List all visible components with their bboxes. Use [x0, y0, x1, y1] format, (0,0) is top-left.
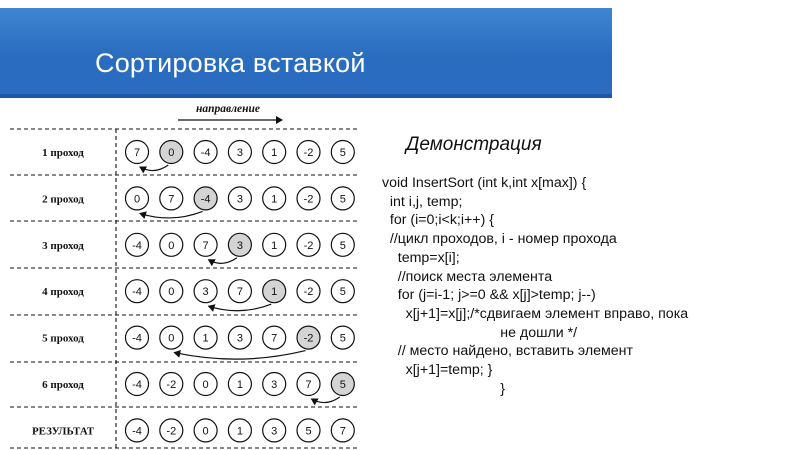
- code-line: void InsertSort (int k,int x[max]) {: [382, 175, 587, 191]
- element-value: -2: [166, 379, 177, 391]
- code-line: x[j+1]=x[j];/*сдвигаем элемент вправо, пока: [382, 305, 689, 322]
- element-value: -2: [166, 425, 177, 438]
- pass-label: РЕЗУЛЬТАТ: [31, 425, 95, 438]
- element-value: 3: [202, 286, 209, 299]
- element-value: -2: [303, 286, 314, 299]
- element-value: 1: [271, 286, 278, 299]
- element-value: 1: [271, 193, 278, 206]
- pass-label: 3 проход: [42, 239, 84, 252]
- code-line: for (j=i-1; j>=0 && x[j]>temp; j--): [382, 287, 596, 304]
- pass-label: 1 проход: [42, 147, 84, 159]
- element-value: 3: [236, 193, 243, 206]
- demo-title: Демонстрация: [406, 134, 542, 155]
- slide-title: Сортировка вставкой: [95, 48, 366, 78]
- code-line: // место найдено, вставить элемент: [382, 343, 633, 360]
- code-line: int i,j, temp;: [382, 193, 463, 210]
- code-listing: [382, 174, 688, 398]
- passes-table: [10, 129, 360, 448]
- element-value: -4: [132, 239, 142, 252]
- element-value: -2: [303, 147, 314, 159]
- element-value: 3: [271, 379, 278, 391]
- element-value: 7: [168, 193, 175, 206]
- code-line: не дошли */: [382, 324, 578, 341]
- code-line: //поиск места элемента: [382, 268, 553, 285]
- element-value: 1: [271, 239, 278, 252]
- pass-label: 5 проход: [42, 332, 84, 345]
- element-value: 7: [271, 332, 278, 345]
- insert-arrow: [209, 258, 237, 264]
- element-value: -4: [200, 147, 211, 159]
- element-value: 3: [236, 332, 243, 345]
- element-value: -2: [303, 239, 314, 252]
- element-value: 1: [202, 332, 209, 345]
- element-value: 7: [339, 425, 346, 438]
- element-value: 0: [168, 147, 175, 159]
- insert-arrow: [140, 165, 168, 171]
- code-line: }: [382, 380, 505, 397]
- element-value: 1: [236, 425, 243, 438]
- element-value: 3: [236, 239, 243, 252]
- pass-label: 4 проход: [42, 286, 84, 299]
- element-value: 5: [339, 379, 346, 391]
- element-value: 5: [339, 286, 346, 299]
- element-value: 0: [168, 286, 175, 299]
- element-value: 5: [339, 332, 346, 345]
- direction-label: направление: [195, 103, 261, 115]
- element-value: 0: [168, 239, 175, 252]
- code-line: //цикл проходов, i - номер прохода: [382, 231, 617, 248]
- element-value: 5: [339, 147, 346, 159]
- element-value: 1: [271, 147, 278, 159]
- pass-label: 2 проход: [42, 193, 84, 206]
- insert-arrow: [174, 351, 305, 360]
- code-line: temp=x[i];: [382, 249, 460, 266]
- element-value: 3: [271, 425, 278, 438]
- element-value: -4: [132, 286, 142, 299]
- element-value: -4: [132, 425, 142, 438]
- element-value: 1: [236, 379, 243, 391]
- element-value: -4: [132, 332, 142, 345]
- element-value: 0: [133, 193, 141, 206]
- element-value: -4: [200, 193, 211, 206]
- insert-arrow: [312, 397, 340, 403]
- element-value: 5: [339, 193, 346, 206]
- element-value: 3: [236, 147, 243, 159]
- insert-arrow: [209, 304, 272, 311]
- code-line: x[j+1]=temp; }: [382, 362, 493, 379]
- element-value: 7: [236, 286, 243, 299]
- insert-arrow: [140, 211, 203, 218]
- element-value: 7: [305, 379, 312, 391]
- element-value: -4: [132, 379, 142, 391]
- element-value: 5: [305, 425, 312, 438]
- element-value: -2: [303, 332, 314, 345]
- element-value: 0: [202, 379, 209, 391]
- element-value: 7: [133, 147, 141, 159]
- element-value: -2: [303, 193, 314, 206]
- element-value: 5: [339, 239, 346, 252]
- pass-label: 6 проход: [42, 379, 84, 391]
- element-value: 0: [202, 425, 209, 438]
- element-value: 7: [202, 239, 209, 252]
- element-value: 0: [168, 332, 175, 345]
- code-line: for (i=0;i<k;i++) {: [382, 212, 494, 229]
